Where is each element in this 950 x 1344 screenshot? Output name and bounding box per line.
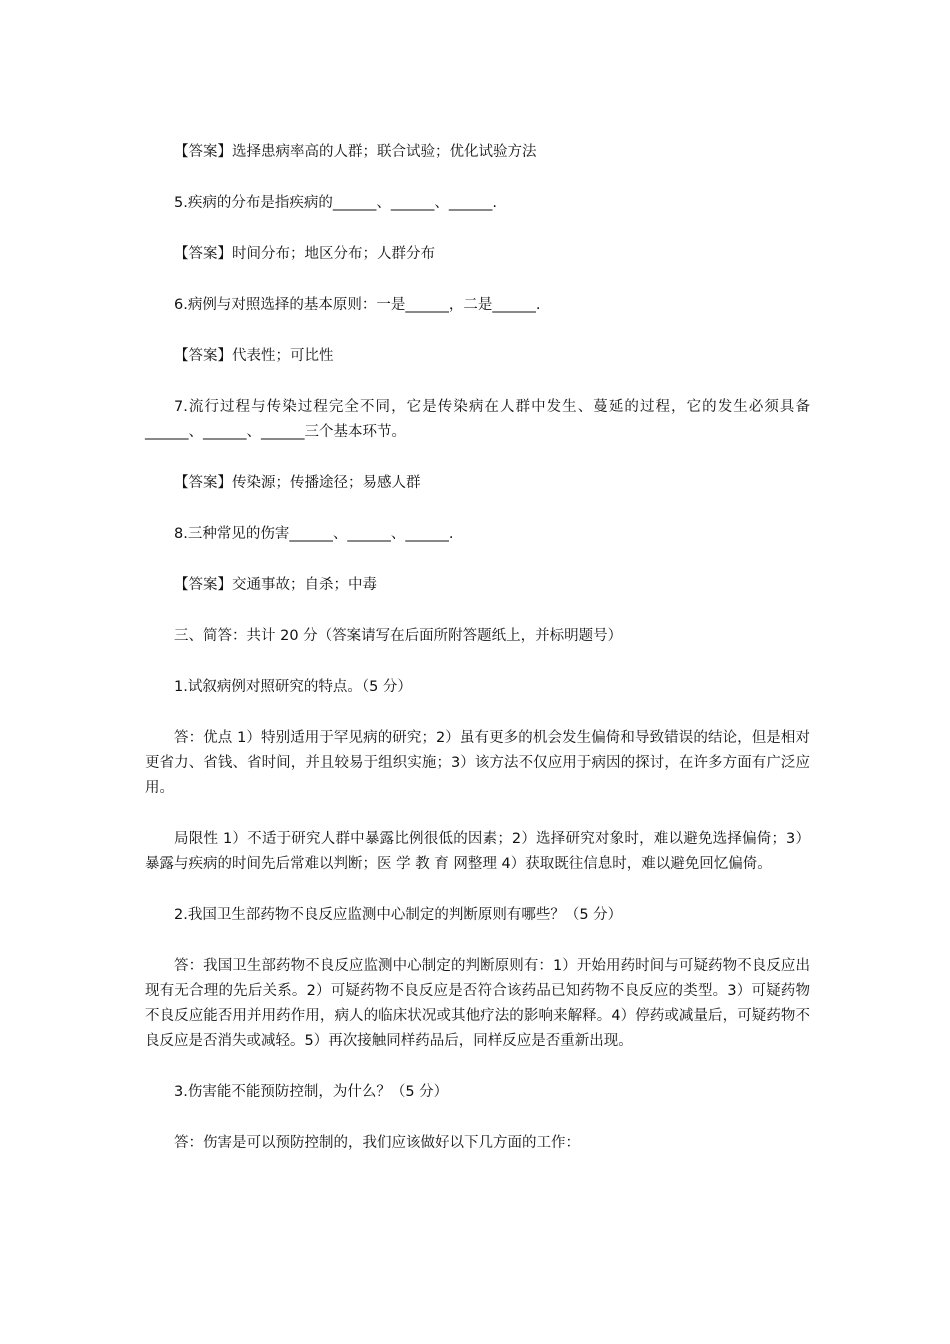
section-heading-short-answer: 三、简答：共计 20 分（答案请写在后面所附答题纸上，并标明题号） <box>174 628 623 644</box>
short-answer-2: 答：我国卫生部药物不良反应监测中心制定的判断原则有：1）开始用药时间与可疑药物不良反应出现有无合理的先后关系。2）可疑药物不良反应是否符合该药品已知药物不良反应的类型。3）可疑药物不良反应能否用并用药作用，病人的临床状况或其他疗法的影响来解释。4）停药或减量后，可疑药物不良反应是否消失或减轻。5）再次接触同样药品后，同样反应是否重新出现。 <box>145 958 810 1049</box>
document-body <box>145 140 810 1156</box>
short-answer-1-limitations: 局限性 1）不适于研究人群中暴露比例很低的因素；2）选择研究对象时，难以避免选择偏倚；3）暴露与疾病的时间先后常难以判断；医 学 教 育 网整理 4）获取既往信息时，难以避免回忆偏倚。 <box>145 831 810 872</box>
answer-q4: 【答案】选择患病率高的人群；联合试验；优化试验方法 <box>174 144 537 160</box>
question-6: 6.病例与对照选择的基本原则：一是______，二是______. <box>174 297 541 313</box>
short-question-1: 1.试叙病例对照研究的特点。（5 分） <box>174 679 412 695</box>
short-answer-3: 答：伤害是可以预防控制的，我们应该做好以下几方面的工作： <box>174 1135 580 1151</box>
question-8: 8.三种常见的伤害______、______、______. <box>174 526 454 542</box>
answer-q6: 【答案】代表性；可比性 <box>174 348 334 364</box>
question-7: 7.流行过程与传染过程完全不同，它是传染病在人群中发生、蔓延的过程，它的发生必须具备______、______、______三个基本环节。 <box>145 399 810 440</box>
question-5: 5.疾病的分布是指疾病的______、______、______. <box>174 195 497 211</box>
answer-q8: 【答案】交通事故；自杀；中毒 <box>174 577 377 593</box>
short-question-3: 3.伤害能不能预防控制，为什么？（5 分） <box>174 1084 449 1100</box>
short-answer-1-advantages: 答：优点 1）特别适用于罕见病的研究；2）虽有更多的机会发生偏倚和导致错误的结论，但是相对更省力、省钱、省时间，并且较易于组织实施；3）该方法不仅应用于病因的探讨，在许多方面有广泛应用。 <box>145 730 810 796</box>
short-question-2: 2.我国卫生部药物不良反应监测中心制定的判断原则有哪些？（5 分） <box>174 907 623 923</box>
answer-q7: 【答案】传染源；传播途径；易感人群 <box>174 475 421 491</box>
answer-q5: 【答案】时间分布；地区分布；人群分布 <box>174 246 435 262</box>
